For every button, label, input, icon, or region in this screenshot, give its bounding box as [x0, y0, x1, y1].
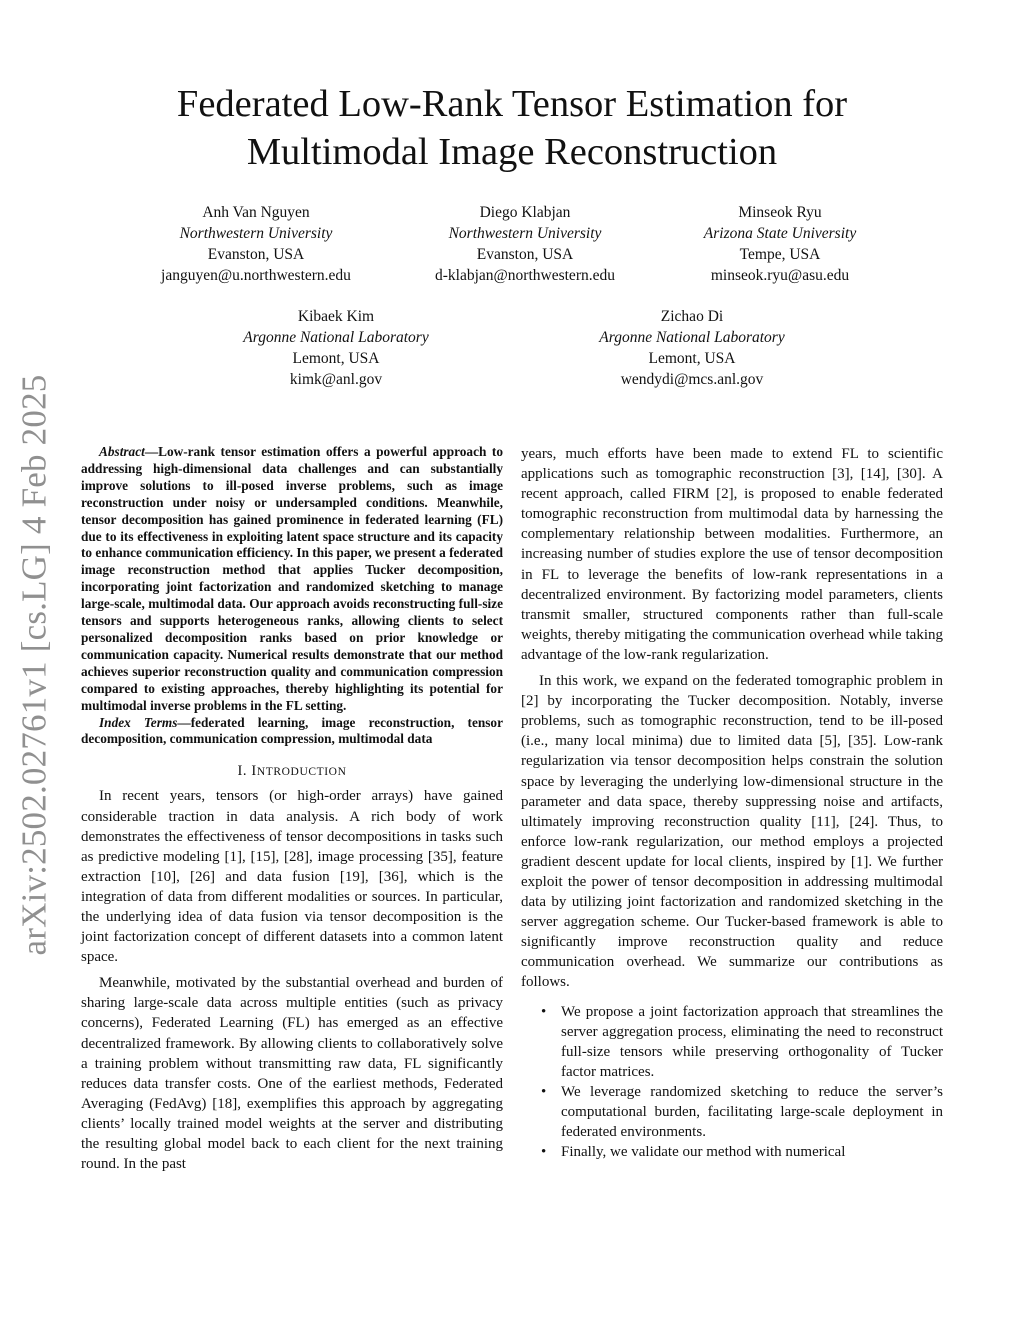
- author-name: Minseok Ryu: [738, 204, 822, 221]
- author-location: Evanston, USA: [476, 246, 574, 263]
- section-title-rest: NTRODUCTION: [256, 766, 347, 779]
- list-item-text: We leverage randomized sketching to reduce the server’s computational burden, facilitating large-scale deployment in federated environments.: [561, 1083, 943, 1141]
- author-affiliation: Northwestern University: [179, 225, 333, 242]
- right-column: [521, 444, 943, 1161]
- author-location: Evanston, USA: [207, 246, 305, 263]
- list-item: [541, 1002, 943, 1082]
- arxiv-id-text: arXiv:2502.02761v1 [cs.LG] 4 Feb 2025: [14, 374, 53, 956]
- section-number: I.: [237, 763, 248, 780]
- body-paragraph: In this work, we expand on the federated tomographic problem in [2] by incorporating the Tucker decomposition. Notably, inverse problems, such as tomographic reconstruction, tend to be ill-posed (i.e., many local minima) due to limited data [5], [35]. Low-rank regularization via tensor decomposition helps constrain the solution space by leveraging the underlying low-dimensional structure in the parameter and data space, thereby suppressing noise and artifacts, ultimately improving reconstruction quality [11], [24]. Thus, to enforce low-rank regularization, our method employs a projected gradient descent update for local clients, inspired by [1]. We further exploit the power of tensor decomposition in addressing multimodal data by utilizing joint factorization and randomized sketching in the server aggregation scheme. Our Tucker-based framework is able to significantly improve reconstruction quality and reduce communication overhead. We summarize our contributions as follows.: [521, 673, 943, 991]
- list-item: [541, 1082, 943, 1142]
- author-affiliation: Argonne National Laboratory: [599, 329, 785, 346]
- abstract: [81, 444, 503, 715]
- author-name: Kibaek Kim: [297, 308, 375, 325]
- author-email: kimk@anl.gov: [289, 371, 383, 388]
- paper-title: Federated Low-Rank Tensor Estimation for Multimodal Image Reconstruction: [176, 83, 848, 173]
- left-column: [81, 444, 503, 1174]
- author-location: Tempe, USA: [739, 246, 821, 263]
- author-block: [186, 306, 486, 390]
- author-email: janguyen@u.northwestern.edu: [161, 267, 351, 284]
- author-affiliation: Argonne National Laboratory: [243, 329, 429, 346]
- bullet-marker: •: [541, 1083, 547, 1100]
- body-paragraph: years, much efforts have been made to extend FL to scientific applications such as tomographic reconstruction [3], [14], [30]. A recent approach, called FIRM [2], is proposed to enable federated tomographic reconstruction from multimodal data by harnessing the complementary relationship between modalities. Furthermore, an increasing number of studies explore the use of tensor decomposition in FL to leverage the benefits of low-rank representations in a decentralized environment. By factorizing model parameters, clients transmit smaller, structured components rather than full-scale weights, thereby mitigating the communication overhead while taking advantage of the low-rank regularization.: [521, 446, 943, 663]
- list-item: [541, 1142, 943, 1162]
- author-email: wendydi@mcs.anl.gov: [620, 371, 764, 388]
- author-block: [106, 202, 406, 286]
- list-item-text: We propose a joint factorization approach that streamlines the server aggregation process, eliminating the need to reconstruct full-size tensors while preserving orthogonality of Tucker factor matrices.: [561, 1003, 943, 1080]
- author-name: Anh Van Nguyen: [202, 204, 310, 221]
- author-affiliation: Arizona State University: [703, 225, 857, 242]
- section-heading-introduction: [81, 761, 503, 782]
- bullet-marker: •: [541, 1144, 547, 1161]
- bullet-marker: •: [541, 1003, 547, 1020]
- author-affiliation: Northwestern University: [448, 225, 602, 242]
- index-terms-text: —federated learning, image reconstruction, tensor decomposition, communication compression, multimodal data: [81, 714, 503, 747]
- abstract-text: —Low-rank tensor estimation offers a powerful approach to addressing high-dimensional data challenges and can substantially improve solutions to ill-posed inverse problems, such as image reconstruction under noisy or undersampled conditions. Meanwhile, tensor decomposition has gained prominence in federated learning (FL) due to its effectiveness in exploiting latent space structure and its capacity to enhance communication efficiency. In this paper, we present a federated image reconstruction method that applies Tucker decomposition, incorporating joint factorization and randomized sketching to manage large-scale, multimodal data. Our approach avoids reconstructing full-size tensors and supports heterogeneous ranks, allowing clients to select personalized decomposition ranks based on prior knowledge or communication capacity. Numerical results demonstrate that our method achieves superior reconstruction quality and communication compression compared to existing approaches, thereby highlighting its potential for multimodal inverse problems in the FL setting.: [81, 444, 503, 713]
- arxiv-identifier-stamp: [14, 366, 54, 964]
- index-terms: [81, 715, 503, 749]
- author-location: Lemont, USA: [648, 350, 736, 367]
- index-terms-label: Index Terms: [99, 714, 178, 730]
- author-email: d-klabjan@northwestern.edu: [435, 267, 615, 284]
- list-item-text: Finally, we validate our method with numerical: [561, 1144, 846, 1161]
- section-title-first-letter: I: [251, 763, 257, 780]
- contributions-list: [521, 1002, 943, 1163]
- author-email: minseok.ryu@asu.edu: [710, 267, 850, 284]
- abstract-label: Abstract: [99, 444, 145, 459]
- author-location: Lemont, USA: [292, 350, 380, 367]
- author-name: Zichao Di: [660, 308, 724, 325]
- author-name: Diego Klabjan: [479, 204, 571, 221]
- author-block: [630, 202, 930, 286]
- author-block: [542, 306, 842, 390]
- body-paragraph: In recent years, tensors (or high-order arrays) have gained considerable traction in data analysis. A rich body of work demonstrates the effectiveness of tensor decompositions in tasks such as predictive modeling [1], [15], [28], image processing [35], feature extraction [10], [26] and data fusion [19], [36], which is the integration of data from different modalities or sources. In particular, the underlying idea of data fusion via tensor decomposition is the joint factorization concept of different datasets into a common latent space.: [81, 788, 503, 966]
- body-paragraph: Meanwhile, motivated by the substantial overhead and burden of sharing large-scale data across multiple entities (such as privacy concerns), Federated Learning (FL) has emerged as an effective decentralized framework. By allowing clients to collaboratively solve a training problem without transmitting raw data, FL significantly reduces data transfer costs. One of the earliest methods, Federated Averaging (FedAvg) [18], exemplifies this approach by aggregating clients’ locally trained model weights at the server and distributing the resulting global model back to each client for the next training round. In the past: [81, 975, 503, 1173]
